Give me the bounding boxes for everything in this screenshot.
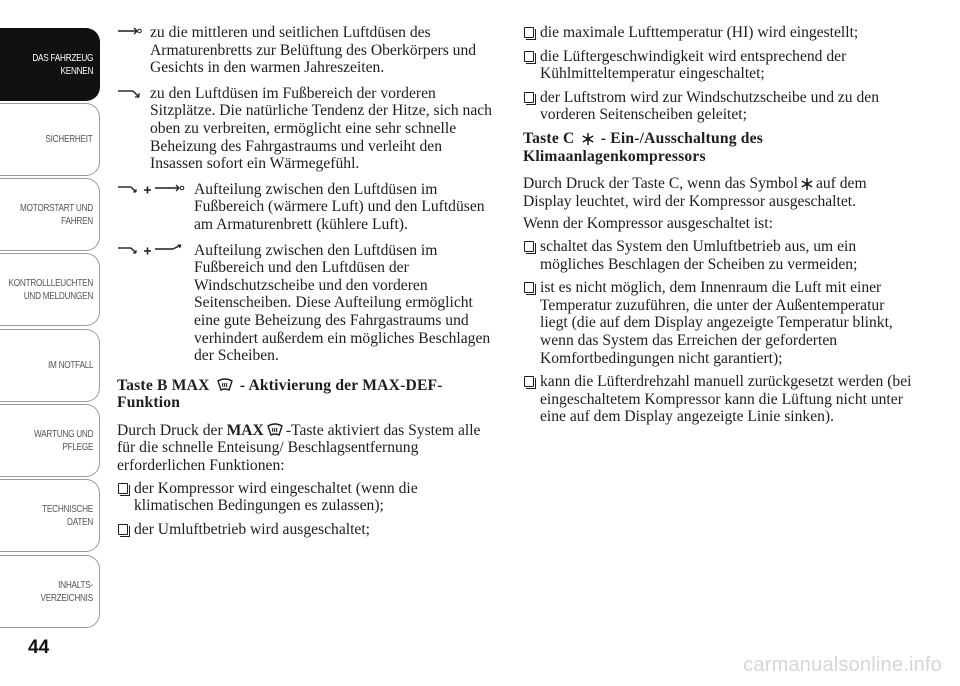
heading-text: - Ein-/Ausschaltung des Klimaanlagenkompressors	[523, 129, 764, 165]
list-item-text: der Umluftbetrieb wird ausgeschaltet;	[134, 520, 370, 538]
list-item-text: kann die Lüfterdrehzahl manuell zurückgesetzt werden (bei eingeschaltetem Kompressor kann die Lüftung nicht unter eine auf dem Display angezeigte Linie sinken).	[540, 373, 912, 426]
checkbox-bullet-icon	[118, 483, 128, 494]
snowflake-ac-icon	[800, 177, 814, 191]
checkbox-bullet-icon	[524, 282, 534, 293]
list-item	[523, 24, 913, 42]
tab-label: IM NOTFALL	[47, 360, 93, 371]
text-run-bold: MAX	[226, 421, 264, 439]
tab-kontrollleuchten[interactable]	[0, 253, 100, 326]
face-vents-airflow-icon	[117, 26, 143, 36]
paragraph: zu den Luftdüsen im Fußbereich der vorderen Sitzplätze. Die natürliche Tendenz der Hitze, sich nach oben zu verbreiten, ermöglicht eine sehr schnelle Beheizung des Fahrgastraums und verleiht den Insassen sofort ein Wärmegefühl.	[150, 84, 492, 173]
tab-label: TECHNISCHE DATEN	[42, 503, 93, 528]
checkbox-bullet-icon	[524, 376, 534, 387]
list-item-text: der Luftstrom wird zur Windschutzscheibe und zu den vorderen Seitenscheiben geleitet;	[540, 88, 880, 124]
max-def-defrost-icon	[216, 377, 234, 393]
list-item	[523, 48, 913, 83]
text-run: Durch Druck der Taste C, wenn das Symbol	[523, 175, 798, 193]
section-heading-max-def	[117, 377, 497, 412]
list-item-text: schaltet das System den Umluftbetrieb aus, um ein mögliches Beschlagen der Scheiben zu vermeiden;	[540, 237, 858, 273]
airflow-item-feet-and-face	[117, 181, 497, 234]
text-column-left	[117, 24, 497, 544]
paragraph: Wenn der Kompressor ausgeschaltet ist:	[523, 215, 773, 233]
list-item-text: ist es nicht möglich, dem Innenraum die Luft mit einer Temperatur zuzuführen, die unter der Außentemperatur liegt (die auf dem Display angezeigte Temperatur blinkt, wenn das System das Erreichen der geforderten Komfortbedingungen nicht garantiert);	[540, 279, 893, 367]
tab-label: INHALTS- VERZEICHNIS	[40, 579, 93, 604]
text-run: -Taste aktiviert das System alle für die schnelle Enteisung/ Beschlagsentfernung erforderlichen Funktionen:	[117, 421, 481, 475]
footwell-airflow-icon	[117, 87, 143, 101]
airflow-item-face	[117, 24, 497, 77]
tab-inhaltsverzeichnis[interactable]	[0, 555, 100, 628]
tab-label: WARTUNG UND PFLEGE	[33, 428, 93, 453]
list-item	[117, 480, 497, 515]
list-item	[523, 373, 913, 426]
tab-technische-daten[interactable]	[0, 479, 100, 552]
airflow-item-feet-and-windshield	[117, 242, 497, 365]
list-item	[523, 89, 913, 124]
list-item-text: der Kompressor wird eingeschaltet (wenn die klimatischen Bedingungen es zulassen);	[134, 479, 418, 515]
paragraph: Aufteilung zwischen den Luftdüsen im Fußbereich (wärmere Luft) und den Luftdüsen am Armaturenbrett (kühlere Luft).	[194, 180, 485, 233]
tab-wartung-und-pflege[interactable]	[0, 404, 100, 477]
text-column-right	[523, 24, 913, 432]
paragraph: Aufteilung zwischen den Luftdüsen im Fußbereich und den Luftdüsen der Windschutzscheibe und den vorderen Seitenscheiben. Diese Aufteilung ermöglicht eine gute Beheizung des Fahrgastraums und verhindert außerdem ein mögliches Beschlagen der Scheiben.	[194, 241, 491, 365]
checkbox-bullet-icon	[524, 92, 534, 103]
tab-im-notfall[interactable]	[0, 329, 100, 402]
feet-plus-windshield-airflow-icon	[117, 244, 189, 258]
list-item	[117, 521, 497, 539]
checkbox-bullet-icon	[118, 524, 128, 535]
paragraph-max-def	[117, 422, 497, 475]
checkbox-bullet-icon	[524, 51, 534, 62]
tab-sicherheit[interactable]	[0, 103, 100, 176]
snowflake-ac-icon	[581, 132, 595, 146]
text-run: auf dem Display leuchtet, wird der Kompressor ausgeschaltet.	[523, 175, 867, 210]
max-def-defrost-icon	[266, 422, 284, 438]
checkbox-bullet-icon	[524, 241, 534, 252]
heading-text: Taste B MAX	[117, 376, 210, 394]
list-item-text: die maximale Lufttemperatur (HI) wird eingestellt;	[540, 24, 859, 41]
tab-label: SICHERHEIT	[45, 134, 93, 145]
feet-plus-face-airflow-icon	[117, 183, 189, 197]
section-heading-compressor	[523, 130, 913, 165]
tab-label: KONTROLLLEUCHTEN UND MELDUNGEN	[8, 277, 93, 302]
tab-label: MOTORSTART UND FAHREN	[20, 202, 93, 227]
list-item	[523, 279, 913, 367]
watermark: carmanualsonline.info	[743, 654, 942, 676]
tab-das-fahrzeug-kennen[interactable]	[0, 28, 100, 101]
checkbox-bullet-icon	[524, 27, 534, 38]
paragraph: zu die mittleren und seitlichen Luftdüsen des Armaturenbretts zur Belüftung des Oberkörpers und Gesichts in den warmen Jahreszeiten.	[150, 24, 477, 77]
heading-text: Taste C	[523, 129, 575, 147]
page-number: 44	[28, 637, 50, 658]
list-item	[523, 238, 913, 273]
heading-text: - Aktivierung der MAX-DEF-Funktion	[117, 376, 443, 412]
paragraph-compressor	[523, 175, 913, 210]
airflow-item-feet	[117, 85, 497, 173]
text-run: Durch Druck der	[117, 421, 223, 439]
tab-motorstart-und-fahren[interactable]	[0, 178, 100, 251]
list-item-text: die Lüftergeschwindigkeit wird entsprechend der Kühlmitteltemperatur eingeschaltet;	[540, 47, 847, 83]
tab-label: DAS FAHRZEUG KENNEN	[32, 52, 93, 77]
